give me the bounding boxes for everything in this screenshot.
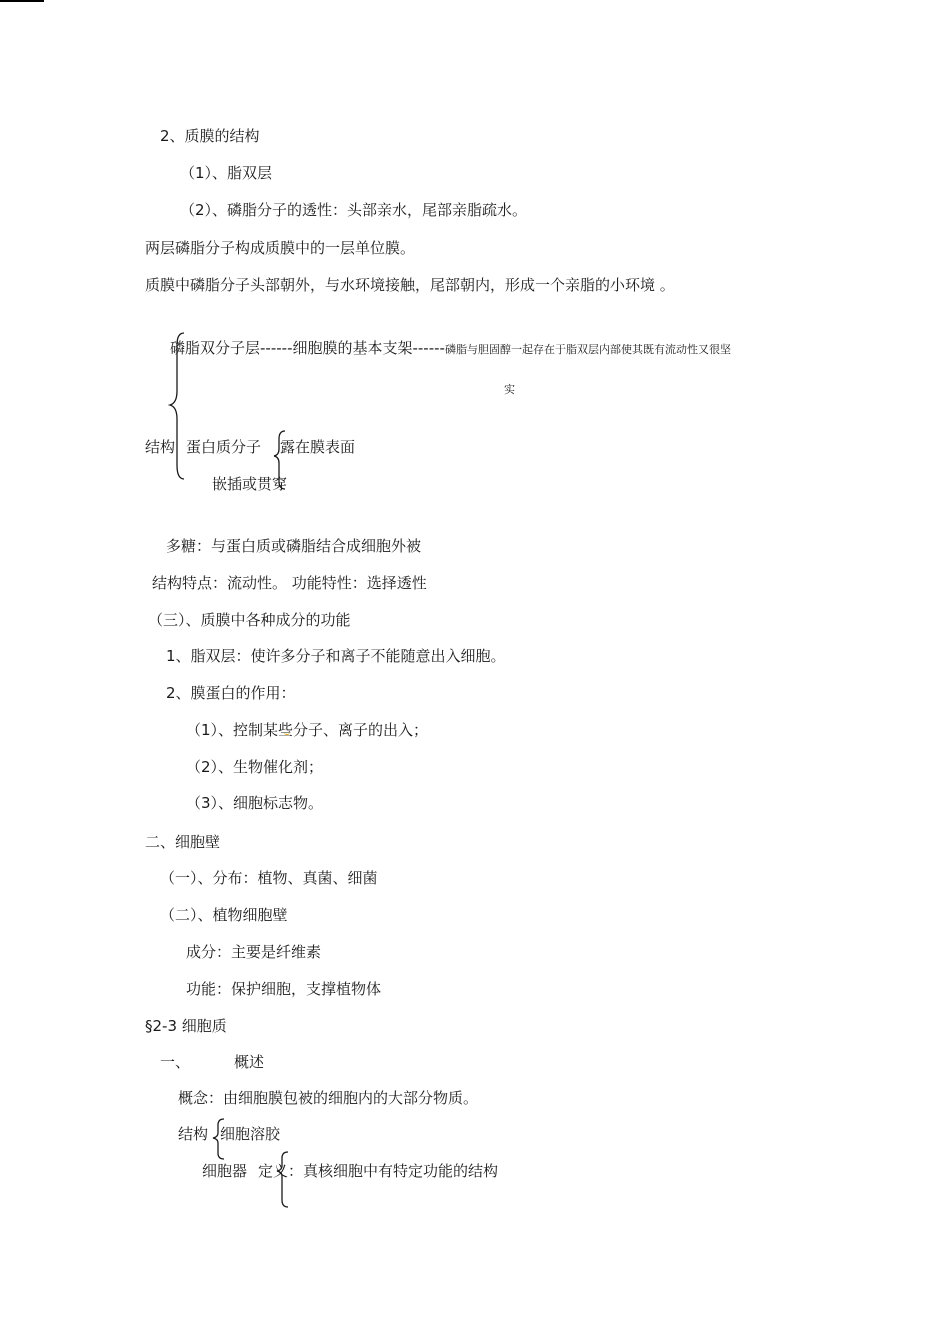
protein-function-3: （3）、细胞标志物。 [186, 794, 324, 812]
cytoplasm-definition: 概念：由细胞膜包被的细胞内的大部分物质。 [178, 1089, 479, 1107]
cell-wall-function: 功能：保护细胞，支撑植物体 [186, 980, 382, 998]
bilayer-main: 磷脂双分子层------细胞膜的基本支架------ [170, 339, 445, 357]
features-line: 结构特点：流动性。 功能特性：选择透性 [152, 574, 427, 592]
polysaccharide-line: 多糖：与蛋白质或磷脂结合成细胞外被 [166, 537, 422, 555]
cytosol: 细胞溶胶 [220, 1125, 281, 1143]
item-lipid-bilayer: （1）、脂双层 [180, 164, 273, 182]
protein-embedded: 嵌插或贯穿 [212, 475, 288, 493]
organelle: 细胞器 [202, 1162, 248, 1180]
heading-membrane-structure: 2、质膜的结构 [160, 127, 260, 145]
cytoplasm-structure-label: 结构 [178, 1125, 209, 1143]
heading-plant-cell-wall: （二）、植物细胞壁 [160, 906, 288, 924]
heading-cell-wall: 二、细胞壁 [145, 833, 221, 851]
bilayer-note: 磷脂与胆固醇一起存在于脂双层内部使其既有流动性又很坚 [444, 343, 731, 356]
lipid-bilayer-function: 1、脂双层：使许多分子和离子不能随意出入细胞。 [166, 647, 506, 665]
protein-function-2: （2）、生物催化剂； [186, 758, 324, 776]
section-cytoplasm: §2-3 细胞质 [145, 1017, 227, 1035]
item-phospholipid-permeability: （2）、磷脂分子的透性：头部亲水，尾部亲脂疏水。 [180, 201, 528, 219]
membrane-protein-heading: 2、膜蛋白的作用： [166, 684, 296, 702]
corner-rule [0, 0, 44, 2]
overview-title: 概述 [234, 1053, 265, 1071]
para-phospholipid-orientation: 质膜中磷脂分子头部朝外，与水环境接触，尾部朝内，形成一个亲脂的小环境 。 [145, 276, 675, 294]
structure-label: 结构 [145, 438, 176, 456]
protein-molecule: 蛋白质分子 [186, 438, 262, 456]
heading-component-functions: （三）、质膜中各种成分的功能 [148, 611, 351, 629]
cell-wall-composition: 成分：主要是纤维素 [186, 943, 322, 961]
bilayer-line [170, 338, 731, 360]
protein-function-1: （1）、控制某些分子、离子的出入； [186, 721, 429, 739]
cell-wall-distribution: （一）、分布：植物、真菌、细菌 [160, 869, 378, 887]
bilayer-note-cont: 实 [504, 383, 515, 396]
protein-surface: 露在膜表面 [280, 438, 356, 456]
para-unit-membrane: 两层磷脂分子构成质膜中的一层单位膜。 [145, 239, 416, 257]
overview-number: 一、 [160, 1053, 191, 1071]
organelle-definition: 定义：真核细胞中有特定功能的结构 [258, 1162, 499, 1180]
